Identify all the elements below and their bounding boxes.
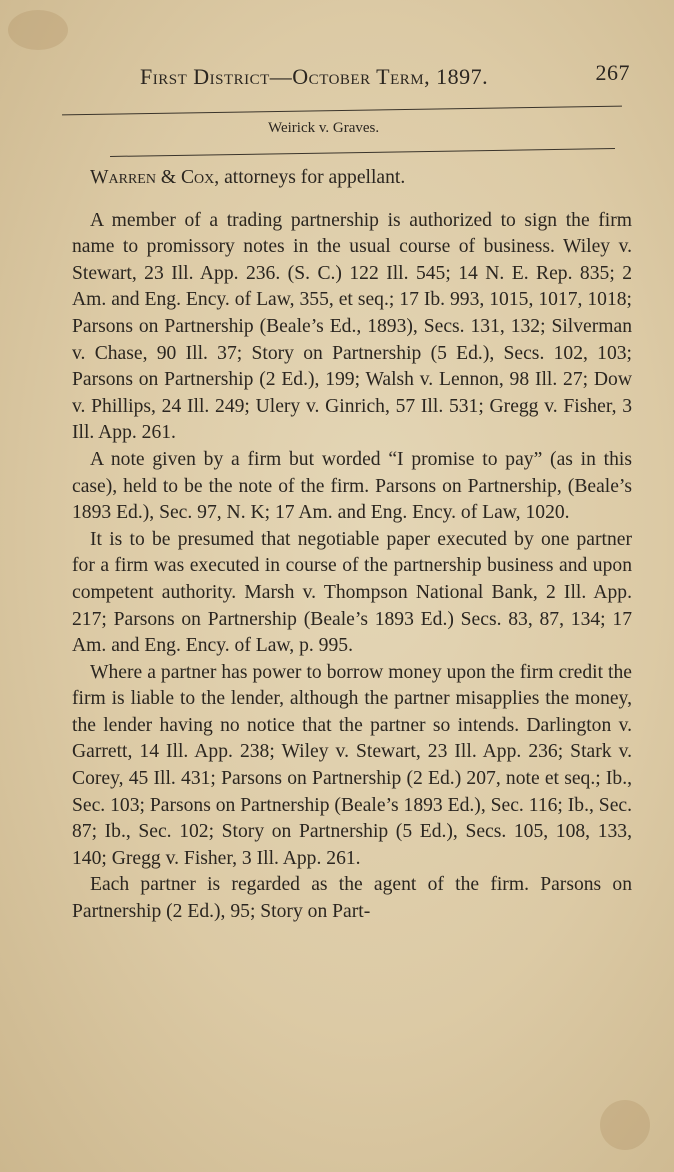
page-number: 267 xyxy=(595,60,630,85)
header-rule xyxy=(62,106,622,116)
running-header xyxy=(140,60,630,92)
body-text xyxy=(72,165,632,926)
case-title: Weirick v. Graves. xyxy=(268,120,380,136)
paragraph: It is to be presumed that negotiable paper executed by one partner for a firm was executed in course of the partnership business and upon competent authority. Marsh v. Thompson National Bank, 2 Ill. App. 217; Parsons on Partnership (Beale’s 1893 Ed.) Secs. 83, 87, 134; 17 Am. and Eng. Ency. of Law, p. 995. xyxy=(72,528,632,657)
attorneys-line xyxy=(72,165,632,192)
attorney-names: Warren & Cox, xyxy=(90,167,220,188)
paragraph: Each partner is regarded as the agent of the firm. Parsons on Partnership (2 Ed.), 95; Story on Part- xyxy=(72,874,632,923)
attorney-role: attorneys for appellant. xyxy=(219,167,406,188)
paper-stain xyxy=(8,10,68,50)
paragraph: A member of a trading partnership is authorized to sign the firm name to promissory notes in the usual course of business. Wiley v. Stewart, 23 Ill. App. 236. (S. C.) 122 Ill. 545; 14 N. E. Rep. 835; 2 Am. and Eng. Ency. of Law, 355, et seq.; 17 Ib. 993, 1015, 1017, 1018; Parsons on Partnership (Beale’s Ed., 1893), Secs. 131, 132; Silverman v. Chase, 90 Ill. 37; Story on Partnership (5 Ed.), Secs. 102, 103; Parsons on Partnership (2 Ed.), 199; Walsh v. Lennon, 98 Ill. 27; Dow v. Phillips, 24 Ill. 249; Ulery v. Ginrich, 57 Ill. 531; Gregg v. Fisher, 3 Ill. App. 261. xyxy=(72,209,632,444)
paragraph: Where a partner has power to borrow money upon the firm credit the firm is liable to the lender, although the partner misapplies the money, the lender having no notice that the partner so intends. Darlington v. Garrett, 14 Ill. App. 238; Wiley v. Stewart, 23 Ill. App. 236; Stark v. Corey, 45 Ill. 431; Parsons on Partnership (2 Ed.) 207, note et seq.; Ib., Sec. 103; Parsons on Partnership (Beale’s 1893 Ed.), Sec. 116; Ib., Sec. 87; Ib., Sec. 102; Story on Partnership (5 Ed.), Secs. 105, 108, 133, 140; Gregg v. Fisher, 3 Ill. App. 261. xyxy=(72,661,632,869)
paper-stain xyxy=(600,1100,650,1150)
paragraph: A note given by a firm but worded “I promise to pay” (as in this case), held to be the note of the firm. Parsons on Partnership, (Beale’s 1893 Ed.), Sec. 97, N. K; 17 Am. and Eng. Ency. of Law, 1020. xyxy=(72,448,632,524)
running-title: First District—October Term, 1897. xyxy=(140,64,489,89)
case-title-rule xyxy=(110,148,615,157)
